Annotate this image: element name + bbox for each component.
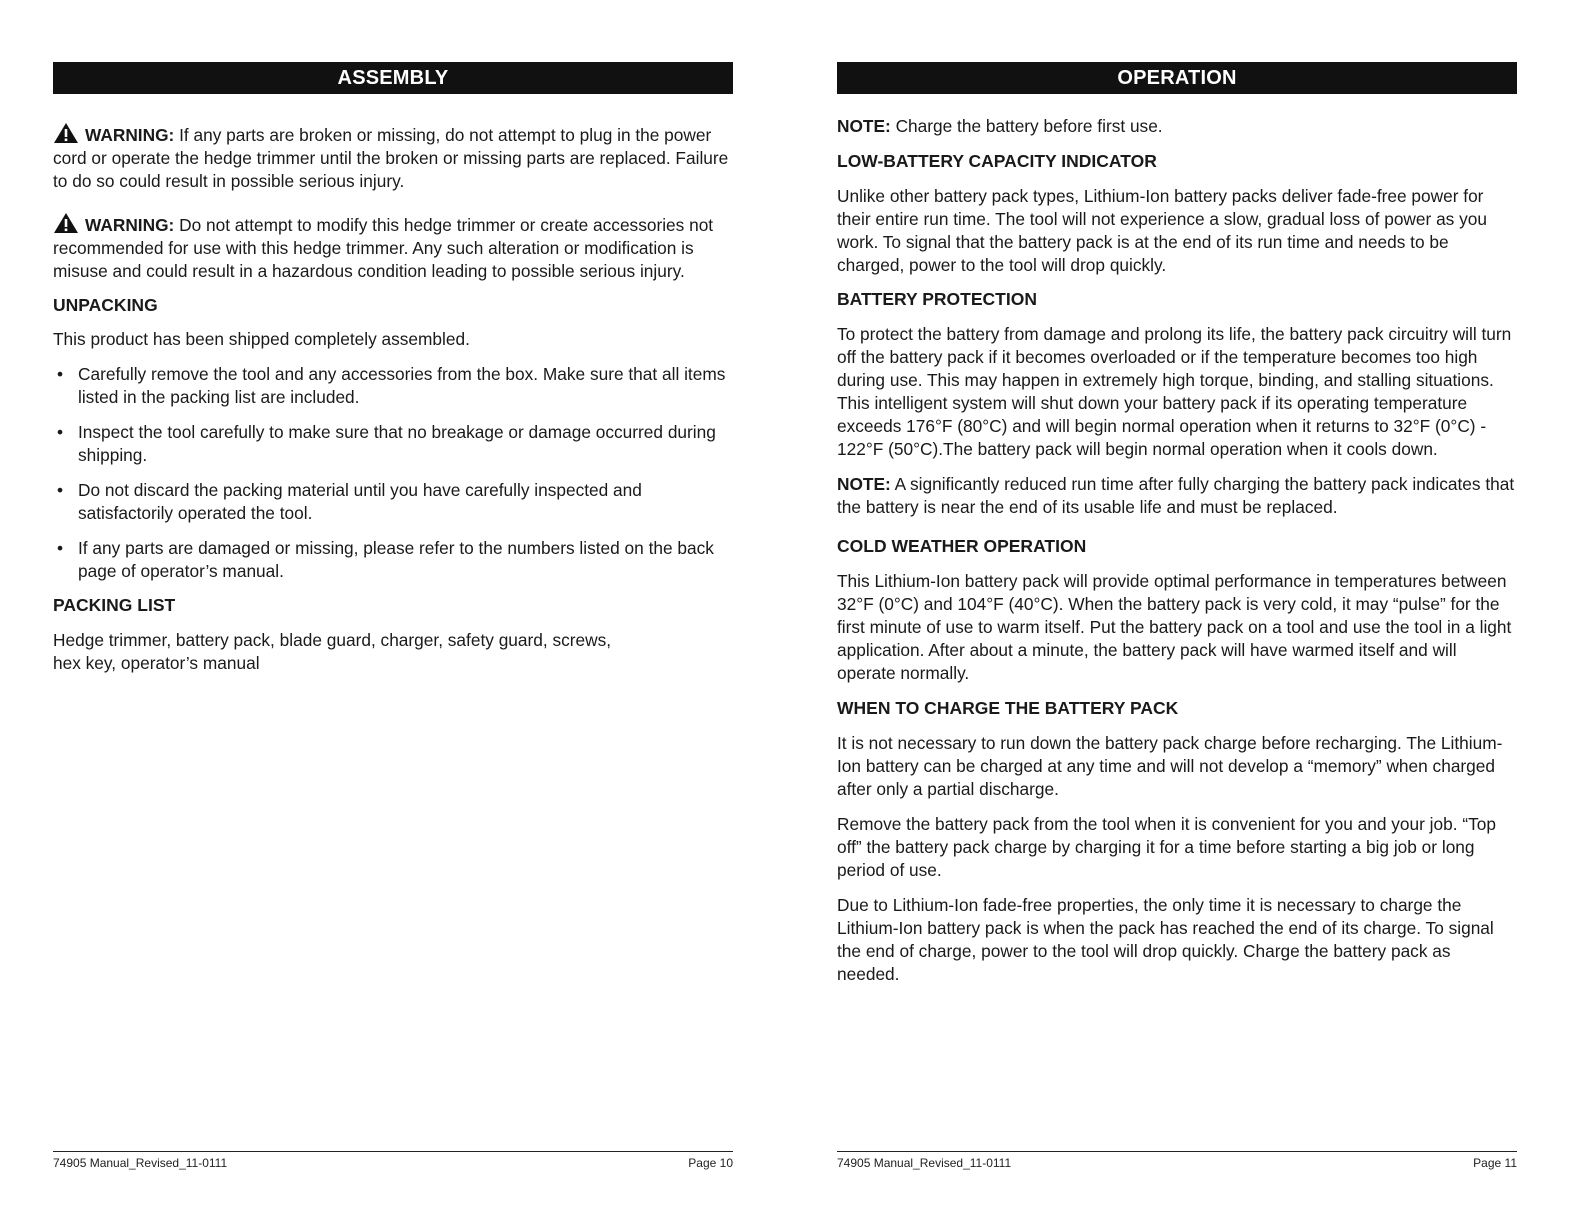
footer-doc-id: 74905 Manual_Revised_11-0111 [53,1156,228,1170]
when-to-charge-heading: WHEN TO CHARGE THE BATTERY PACK [837,698,1179,718]
page-right [837,62,1517,1182]
cold-weather-text: This Lithium-Ion battery pack will provide optimal performance in temperatures between 32°F (0°C) and 104°F (40°C). When the battery pack is very cold, it may “pulse” for the first minute of use to warm itself. Put the battery pack on a tool and use the tool in a light application. After about a minute, the battery pack will have warmed itself and will operate normally. [837,571,1512,683]
cold-weather-heading: COLD WEATHER OPERATION [837,536,1087,556]
page-left [53,62,733,1182]
when-to-charge-p2: Remove the battery pack from the tool when it is convenient for you and your job. “Top off” the battery pack charge by charging it for a time before starting a big job or long period of use. [837,814,1496,880]
footer-doc-id: 74905 Manual_Revised_11-0111 [837,1156,1012,1170]
operation-banner: OPERATION [837,62,1517,94]
battery-protection-heading: BATTERY PROTECTION [837,289,1037,309]
warning-triangle-icon [53,212,79,234]
warning-1-label: WARNING: [85,125,175,145]
low-battery-heading: LOW-BATTERY CAPACITY INDICATOR [837,151,1157,171]
footer-page-number: Page 10 [688,1156,733,1170]
warning-2 [53,212,733,283]
note-1 [837,115,1517,138]
warning-2-label: WARNING: [85,215,175,235]
assembly-banner: ASSEMBLY [53,62,733,94]
list-item: • Carefully remove the tool and any accessories from the box. Make sure that all items listed in the packing list are included. [57,364,726,407]
unpacking-intro: This product has been shipped completely assembled. [53,329,470,349]
battery-protection-text: To protect the battery from damage and prolong its life, the battery pack circuitry will turn off the battery pack if it becomes overloaded or if the temperature becomes too high during use. This may happen in extremely high torque, binding, and stalling situations. This intelligent system will shut down your battery pack if its operating temperature exceeds 176°F (80°C) and will begin normal operation when it returns to 32°F (0°C) - 122°F (50°C).The battery pack will begin normal operation when it cools down. [837,324,1512,459]
when-to-charge-p1: It is not necessary to run down the battery pack charge before recharging. The Lithium-Ion battery can be charged at any time and will not develop a “memory” when charged after only a partial discharge. [837,733,1503,799]
list-item: • If any parts are damaged or missing, please refer to the numbers listed on the back page of operator’s manual. [57,538,714,581]
packing-list-heading: PACKING LIST [53,595,176,615]
list-item: • Do not discard the packing material until you have carefully inspected and satisfactorily operated the tool. [57,480,642,523]
when-to-charge-p3: Due to Lithium-Ion fade-free properties, the only time it is necessary to charge the Lithium-Ion battery pack is when the pack has reached the end of its charge. To signal the end of charge, power to the tool will drop quickly. Charge the battery pack as needed. [837,895,1494,984]
packing-list-line-2: hex key, operator’s manual [53,653,260,673]
warning-1-text: If any parts are broken or missing, do not attempt to plug in the power cord or operate the hedge trimmer until the broken or missing parts are replaced. Failure to do so could result in possible serious injury. [53,125,729,191]
warning-1 [53,122,733,193]
note-1-text: Charge the battery before first use. [890,116,1163,136]
packing-list-line-1: Hedge trimmer, battery pack, blade guard, charger, safety guard, screws, [53,630,612,650]
footer [53,1151,733,1170]
note-2-text: A significantly reduced run time after fully charging the battery pack indicates that the battery is near the end of its usable life and must be replaced. [837,474,1515,517]
warning-2-text: Do not attempt to modify this hedge trimmer or create accessories not recommended for use with this hedge trimmer. Any such alteration or modification is misuse and could result in a hazardous condition leading to possible serious injury. [53,215,714,281]
footer-page-number: Page 11 [1473,1156,1517,1170]
unpacking-heading: UNPACKING [53,295,158,315]
list-item: • Inspect the tool carefully to make sure that no breakage or damage occurred during shipping. [57,422,716,465]
unpacking-list [53,363,733,583]
footer [837,1151,1517,1170]
note-2 [837,473,1517,519]
note-1-label: NOTE: [837,116,891,136]
warning-triangle-icon [53,122,79,144]
low-battery-text: Unlike other battery pack types, Lithium-Ion battery packs deliver fade-free power for their entire run time. The tool will not experience a slow, gradual loss of power as you work. To signal that the battery pack is at the end of its run time and needs to be charged, power to the tool will drop quickly. [837,186,1487,275]
note-2-label: NOTE: [837,474,891,494]
